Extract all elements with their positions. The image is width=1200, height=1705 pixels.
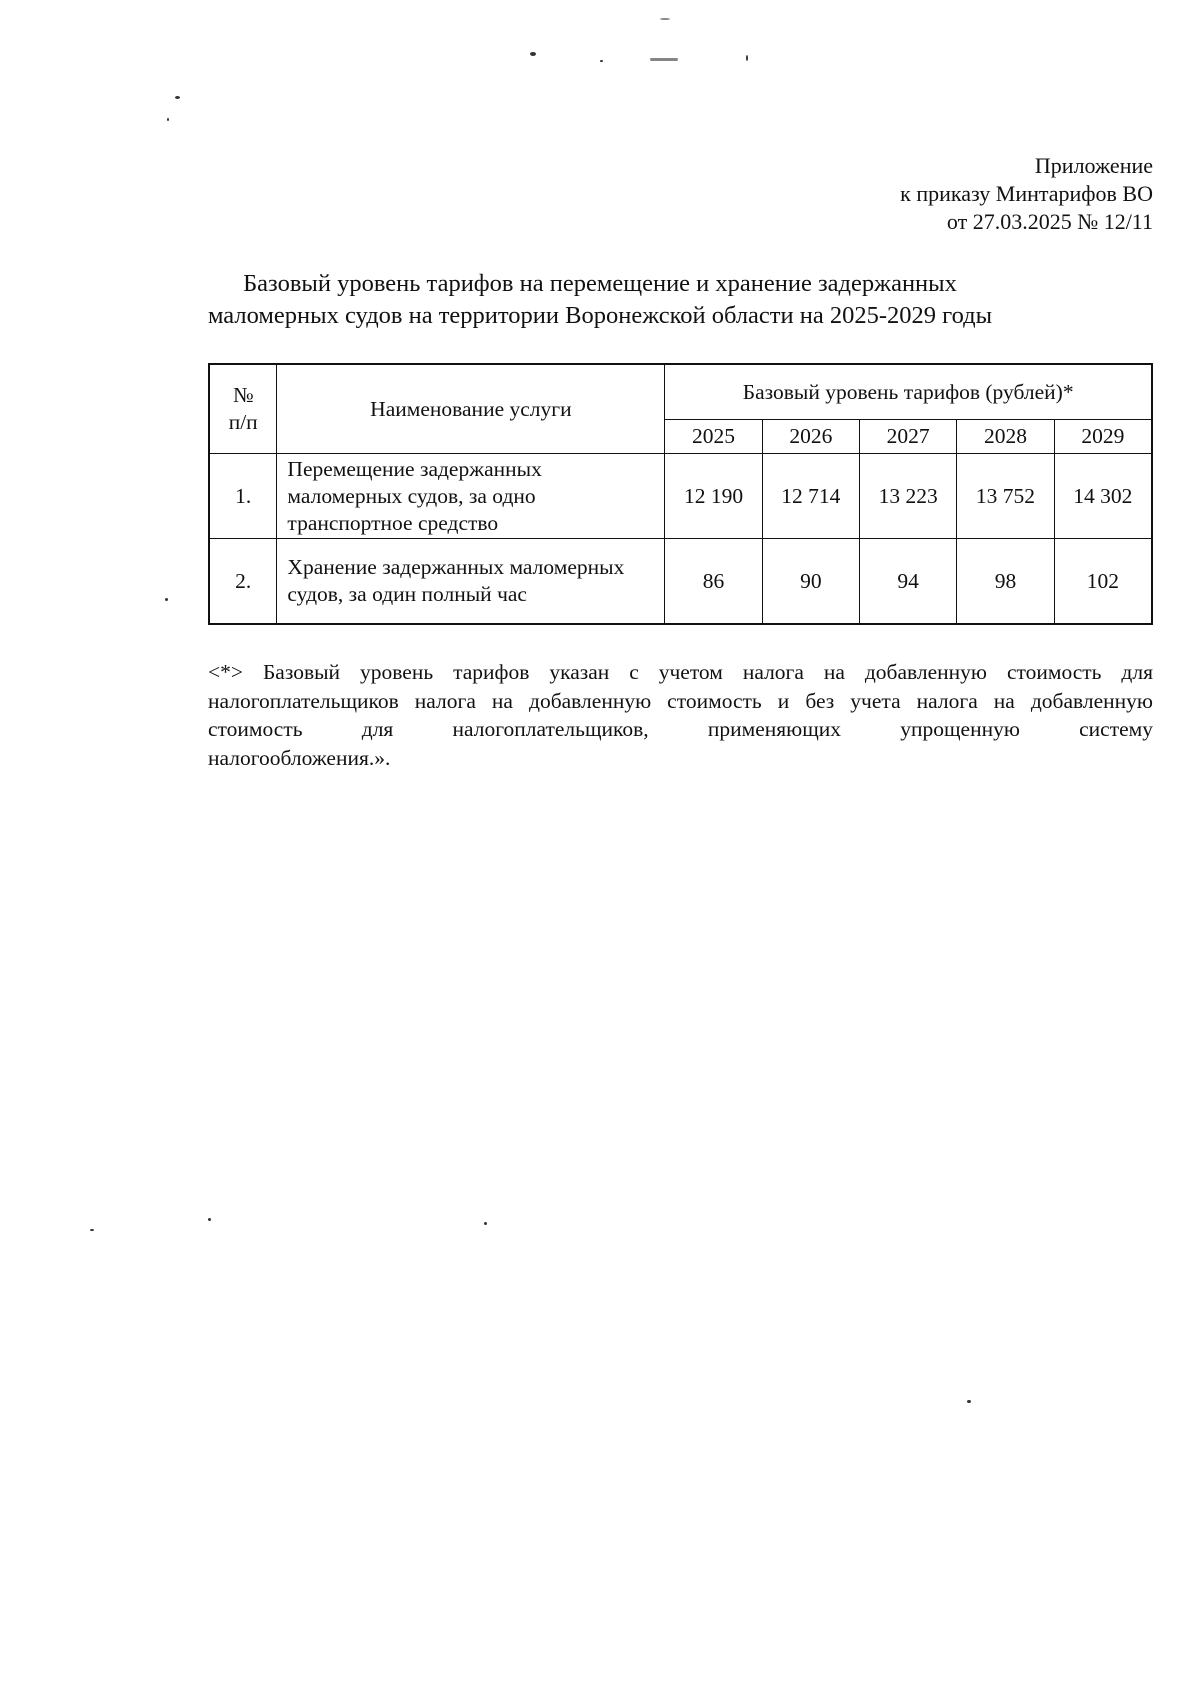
scan-speck <box>165 598 168 601</box>
col-header-tariff-group: Базовый уровень тарифов (рублей)* <box>665 364 1152 420</box>
footnote-line: налогоплательщиков налога на добавленную стоимость и без учета налога на добавленную <box>208 688 1153 713</box>
tariff-table <box>208 363 1153 625</box>
document-title-line: маломерных судов на территории Воронежской области на 2025-2029 годы <box>207 302 993 329</box>
tariff-value: 94 <box>860 539 957 625</box>
col-header-year: 2025 <box>665 420 762 454</box>
col-header-number-symbol: № <box>232 383 254 407</box>
tariff-value: 14 302 <box>1054 454 1152 539</box>
scan-speck <box>600 60 603 62</box>
tariff-value: 90 <box>762 539 859 625</box>
scan-speck <box>175 96 180 99</box>
scan-speck <box>208 1218 211 1221</box>
table-row <box>209 539 1152 625</box>
col-header-year: 2027 <box>860 420 957 454</box>
annex-header <box>900 152 1153 236</box>
scan-speck <box>90 1229 94 1231</box>
tariff-value: 98 <box>957 539 1054 625</box>
tariff-value: 86 <box>665 539 762 625</box>
col-header-number-abbr: п/п <box>228 410 258 434</box>
tariff-value: 12 190 <box>665 454 762 539</box>
annex-order-ref: к приказу Минтарифов ВО <box>900 181 1153 206</box>
annex-order-date: от 27.03.2025 № 12/11 <box>946 209 1153 234</box>
tariff-value: 13 223 <box>860 454 957 539</box>
document-title-line: Базовый уровень тарифов на перемещение и хранение задержанных <box>243 270 957 297</box>
footnote-line: <*> Базовый уровень тарифов указан с учетом налога на добавленную стоимость для <box>208 660 1153 684</box>
col-header-number <box>209 364 277 454</box>
footnote-line: стоимость для налогоплательщиков, применяющих упрощенную систему <box>208 717 1153 741</box>
table-header-row <box>209 364 1152 420</box>
col-header-year: 2028 <box>957 420 1054 454</box>
row-number: 2. <box>209 539 277 625</box>
scan-speck <box>650 58 678 61</box>
scan-speck <box>530 52 536 56</box>
col-header-service: Наименование услуги <box>277 364 665 454</box>
col-header-year: 2026 <box>762 420 859 454</box>
col-header-year: 2029 <box>1054 420 1152 454</box>
scan-speck <box>660 18 670 20</box>
scan-speck <box>967 1400 971 1403</box>
row-number: 1. <box>209 454 277 539</box>
tariff-value: 12 714 <box>762 454 859 539</box>
footnote-line: налогообложения.». <box>208 745 391 770</box>
tariff-value: 102 <box>1054 539 1152 625</box>
service-name: Перемещение задержанных маломерных судов, за одно транспортное средство <box>277 454 665 539</box>
service-name: Хранение задержанных маломерных судов, за один полный час <box>277 539 665 625</box>
scan-speck <box>167 118 169 121</box>
annex-title: Приложение <box>1034 153 1153 178</box>
scan-speck <box>484 1222 487 1225</box>
scan-speck <box>746 55 748 61</box>
footnote <box>208 658 1153 772</box>
tariff-value: 13 752 <box>957 454 1054 539</box>
table-row <box>209 454 1152 539</box>
document-title <box>150 268 1050 332</box>
